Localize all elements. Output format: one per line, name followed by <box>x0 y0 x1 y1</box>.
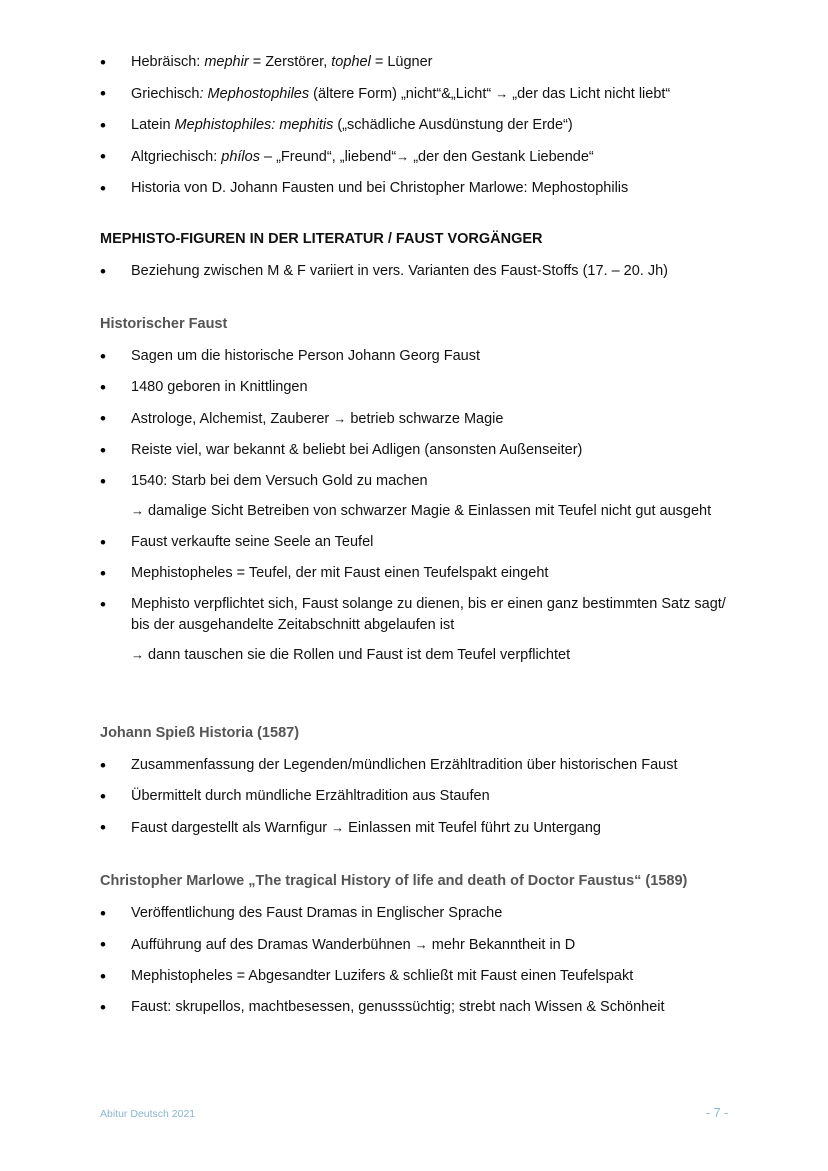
list-item: • Hebräisch: mephir = Zerstörer, tophel = Lügner <box>100 52 740 73</box>
marlowe-list <box>100 903 740 1018</box>
list-subitem: → damalige Sicht Betreiben von schwarzer Magie & Einlassen mit Teufel nicht gut ausgeht <box>131 503 712 519</box>
spiess-list <box>100 755 740 839</box>
arrow-icon: → <box>495 86 509 101</box>
section-heading-historischer-faust: Historischer Faust <box>100 316 228 332</box>
section-heading-marlowe: Christopher Marlowe „The tragical History of life and death of Doctor Faustus“ (1589) <box>100 873 688 889</box>
list-item: • 1480 geboren in Knittlingen <box>100 377 740 398</box>
mephisto-list <box>100 261 740 282</box>
list-item: • 1540: Starb bei dem Versuch Gold zu machen <box>100 471 740 492</box>
arrow-icon: → <box>131 503 144 518</box>
list-item: • Veröffentlichung des Faust Dramas in Englischer Sprache <box>100 903 740 924</box>
list-item: • Astrologe, Alchemist, Zauberer → betrieb schwarze Magie <box>100 408 740 430</box>
list-item: • Faust dargestellt als Warnfigur → Einlassen mit Teufel führt zu Untergang <box>100 817 740 839</box>
list-item: • Mephistopheles = Abgesandter Luzifers & schließt mit Faust einen Teufelspakt <box>100 966 740 987</box>
list-item: • Reiste viel, war bekannt & beliebt bei Adligen (ansonsten Außenseiter) <box>100 440 740 461</box>
section-heading-mephisto: MEPHISTO-FIGUREN IN DER LITERATUR / FAUST VORGÄNGER <box>100 231 543 247</box>
list-item: • Zusammenfassung der Legenden/mündlichen Erzähltradition über historischen Faust <box>100 755 740 776</box>
list-item: • Historia von D. Johann Fausten und bei Christopher Marlowe: Mephostophilis <box>100 178 740 199</box>
page-number: - 7 - <box>706 1106 729 1120</box>
footer-title: Abitur Deutsch 2021 <box>100 1108 196 1120</box>
section-heading-spiess: Johann Spieß Historia (1587) <box>100 725 300 741</box>
arrow-icon: → <box>131 647 144 662</box>
list-item: • Beziehung zwischen M & F variiert in vers. Varianten des Faust-Stoffs (17. – 20. Jh) <box>100 261 740 282</box>
list-item: • Latein Mephistophiles: mephitis („schädliche Ausdünstung der Erde“) <box>100 115 740 136</box>
etymology-list <box>100 52 740 199</box>
list-item: • Mephisto verpflichtet sich, Faust solange zu dienen, bis er einen ganz bestimmten Satz sagt/ bis der ausgehandelte Zeitabschnitt abgelaufen ist <box>100 594 740 636</box>
arrow-icon: → <box>333 411 347 426</box>
list-item: • Griechisch: Mephostophiles (ältere Form) „nicht“&„Licht“ → „der das Licht nicht liebt“ <box>100 83 740 105</box>
list-item: • Altgriechisch: phílos – „Freund“, „liebend“→ „der den Gestank Liebende“ <box>100 146 740 168</box>
list-item: • Übermittelt durch mündliche Erzähltradition aus Staufen <box>100 786 740 807</box>
list-subitem: → dann tauschen sie die Rollen und Faust ist dem Teufel verpflichtet <box>131 647 571 663</box>
arrow-icon: → <box>414 937 428 952</box>
arrow-icon: → <box>331 820 345 835</box>
list-item: • Aufführung auf des Dramas Wanderbühnen → mehr Bekanntheit in D <box>100 934 740 956</box>
list-item: • Mephistopheles = Teufel, der mit Faust einen Teufelspakt eingeht <box>100 563 740 584</box>
arrow-icon: → <box>396 149 410 164</box>
historischer-faust-list <box>100 346 740 666</box>
list-item: • Sagen um die historische Person Johann Georg Faust <box>100 346 740 367</box>
list-item: • Faust: skrupellos, machtbesessen, genusssüchtig; strebt nach Wissen & Schönheit <box>100 997 740 1018</box>
list-item: • Faust verkaufte seine Seele an Teufel <box>100 532 740 553</box>
